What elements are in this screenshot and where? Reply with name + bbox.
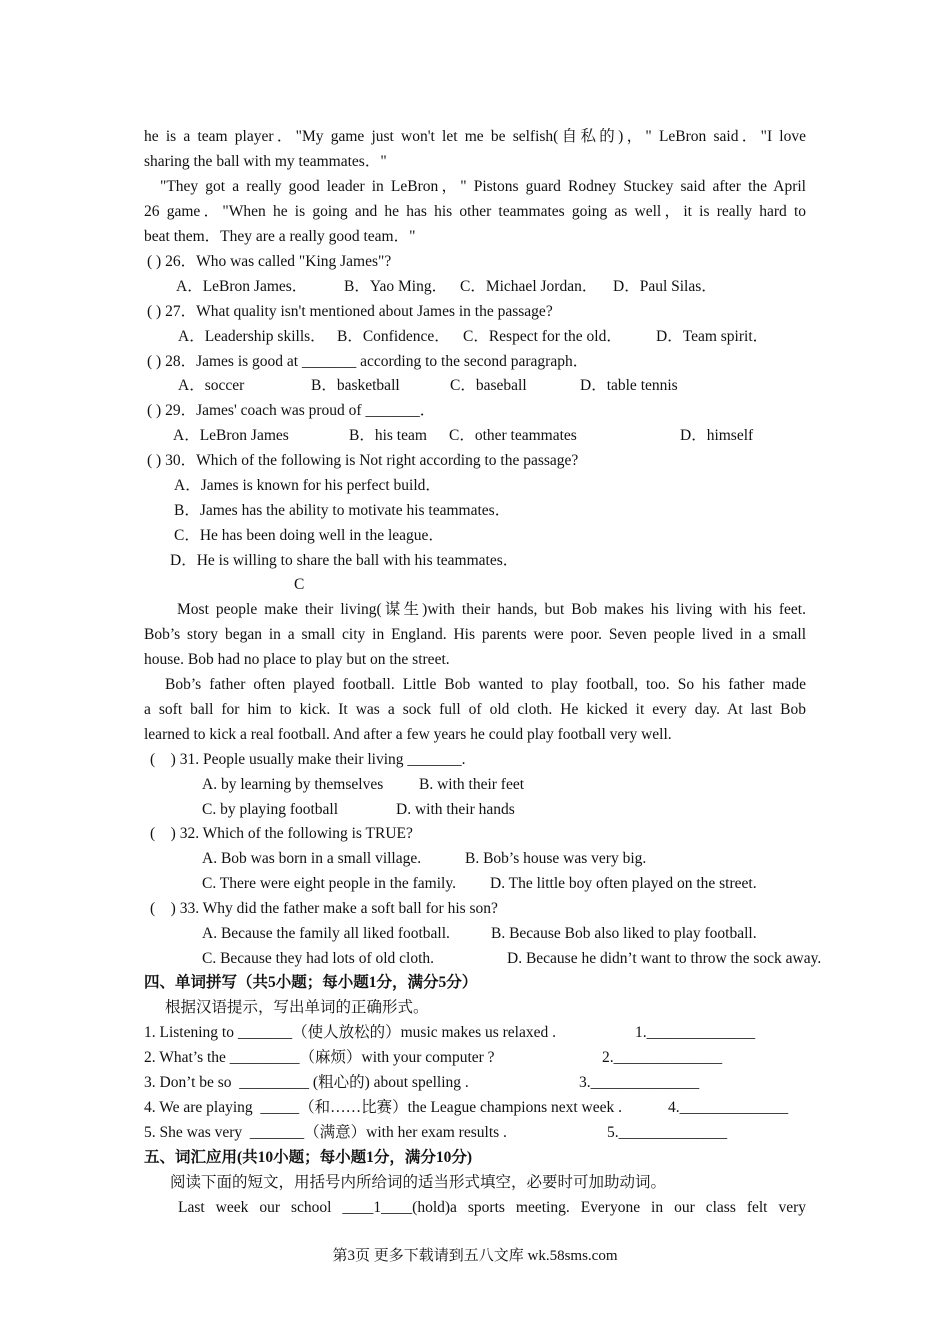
question-stem: ( ) 32. Which of the following is TRUE?: [150, 825, 413, 842]
answer-blank: 3.______________: [579, 1074, 700, 1091]
option: D．Paul Silas．: [613, 278, 717, 295]
section-heading: 五、词汇应用(共10小题；每小题1分，满分10分): [144, 1149, 473, 1166]
question-stem: ( ) 33. Why did the father make a soft ball for his son?: [150, 900, 498, 917]
option: D．himself: [680, 427, 754, 444]
option: D. The little boy often played on the street.: [490, 875, 757, 892]
answer-blank: 1.______________: [635, 1024, 756, 1041]
option: D. with their hands: [396, 801, 515, 818]
question-stem: ( ) 29．James' coach was proud of _______．: [147, 402, 436, 419]
option: B. with their feet: [419, 776, 525, 793]
section-instruction: 根据汉语提示，写出单词的正确形式。: [165, 999, 429, 1016]
option: D．He is willing to share the ball with his teammates．: [170, 552, 519, 569]
option: A．Leadership skills．: [178, 328, 326, 345]
paragraph-line: "They got a really good leader in LeBron，" Pistons guard Rodney Stuckey said after the April: [160, 178, 806, 195]
option: A. Bob was born in a small village.: [202, 850, 422, 867]
option: B．Confidence．: [337, 328, 450, 345]
option: B．Yao Ming．: [344, 278, 448, 295]
option: D．Team spirit．: [656, 328, 769, 345]
spelling-item: 3. Don’t be so _________ (粗心的) about spelling .: [144, 1074, 469, 1091]
option: A. by learning by themselves: [202, 776, 384, 793]
option: A．soccer: [178, 377, 245, 394]
option: B. Bob’s house was very big.: [465, 850, 647, 867]
option: A．James is known for his perfect build．: [174, 477, 441, 494]
option: B．basketball: [311, 377, 400, 394]
paragraph-line: house. Bob had no place to play but on the street.: [144, 651, 450, 668]
paragraph-line: Most people make their living(谋生)with their hands, but Bob makes his living with his feet.: [177, 601, 806, 618]
passage-label: C: [294, 576, 305, 593]
paragraph-line: Last week our school ____1____(hold)a sports meeting. Everyone in our class felt very: [178, 1199, 806, 1216]
option: A. Because the family all liked football.: [202, 925, 450, 942]
option: C．Respect for the old．: [463, 328, 622, 345]
page-footer: 第3页 更多下载请到五八文库 wk.58sms.com: [332, 1248, 618, 1264]
question-stem: ( ) 28．James is good at _______ according to the second paragraph．: [147, 353, 589, 370]
answer-blank: 2.______________: [602, 1049, 723, 1066]
spelling-item: 1. Listening to _______（使人放松的）music makes us relaxed .: [144, 1024, 556, 1041]
question-stem: ( ) 31. People usually make their living _______.: [150, 751, 466, 768]
option: D. Because he didn’t want to throw the sock away.: [507, 950, 822, 967]
spelling-item: 2. What’s the _________（麻烦）with your computer ?: [144, 1049, 495, 1066]
answer-blank: 4.______________: [668, 1099, 789, 1116]
paragraph-line: sharing the ball with my teammates．": [144, 153, 387, 170]
question-stem: ( ) 26．Who was called "King James"?: [147, 253, 392, 270]
spelling-item: 5. She was very _______（满意）with her exam results .: [144, 1124, 507, 1141]
option: C．He has been doing well in the league．: [174, 527, 444, 544]
option: C. Because they had lots of old cloth.: [202, 950, 435, 967]
paragraph-line: 26 game．"When he is going and he has his other teammates going as well，it is really hard to: [144, 203, 806, 220]
section-heading: 四、单词拼写（共5小题；每小题1分，满分5分）: [144, 974, 478, 991]
option: C. There were eight people in the family.: [202, 875, 456, 892]
option: C．Michael Jordan．: [460, 278, 598, 295]
paragraph-line: Bob’s father often played football. Little Bob wanted to play football, too. So his father made: [165, 676, 806, 693]
option: B．James has the ability to motivate his teammates．: [174, 502, 511, 519]
spelling-item: 4. We are playing _____（和……比赛）the League champions next week .: [144, 1099, 622, 1116]
option: C．baseball: [450, 377, 527, 394]
paragraph-line: he is a team player．"My game just won't let me be selfish(自私的)，" LeBron said．"I love: [144, 128, 806, 145]
option: B. Because Bob also liked to play football.: [491, 925, 757, 942]
option: A．LeBron James: [173, 427, 289, 444]
answer-blank: 5.______________: [607, 1124, 728, 1141]
option: A．LeBron James．: [176, 278, 308, 295]
option: D．table tennis: [580, 377, 678, 394]
paragraph-line: Bob’s story began in a small city in England. His parents were poor. Seven people lived in a small: [144, 626, 806, 643]
question-stem: ( ) 27．What quality isn't mentioned about James in the passage?: [147, 303, 553, 320]
paragraph-line: beat them．They are a really good team．": [144, 228, 416, 245]
question-stem: ( ) 30．Which of the following is Not right according to the passage?: [147, 452, 579, 469]
paragraph-line: a soft ball for him to kick. It was a sock full of old cloth. He kicked it every day. At last Bob: [144, 701, 806, 718]
option: B．his team: [349, 427, 427, 444]
paragraph-line: learned to kick a real football. And after a few years he could play football very well.: [144, 726, 672, 743]
option: C．other teammates: [449, 427, 577, 444]
option: C. by playing football: [202, 801, 339, 818]
section-instruction: 阅读下面的短文，用括号内所给词的适当形式填空，必要时可加助动词。: [170, 1174, 667, 1191]
